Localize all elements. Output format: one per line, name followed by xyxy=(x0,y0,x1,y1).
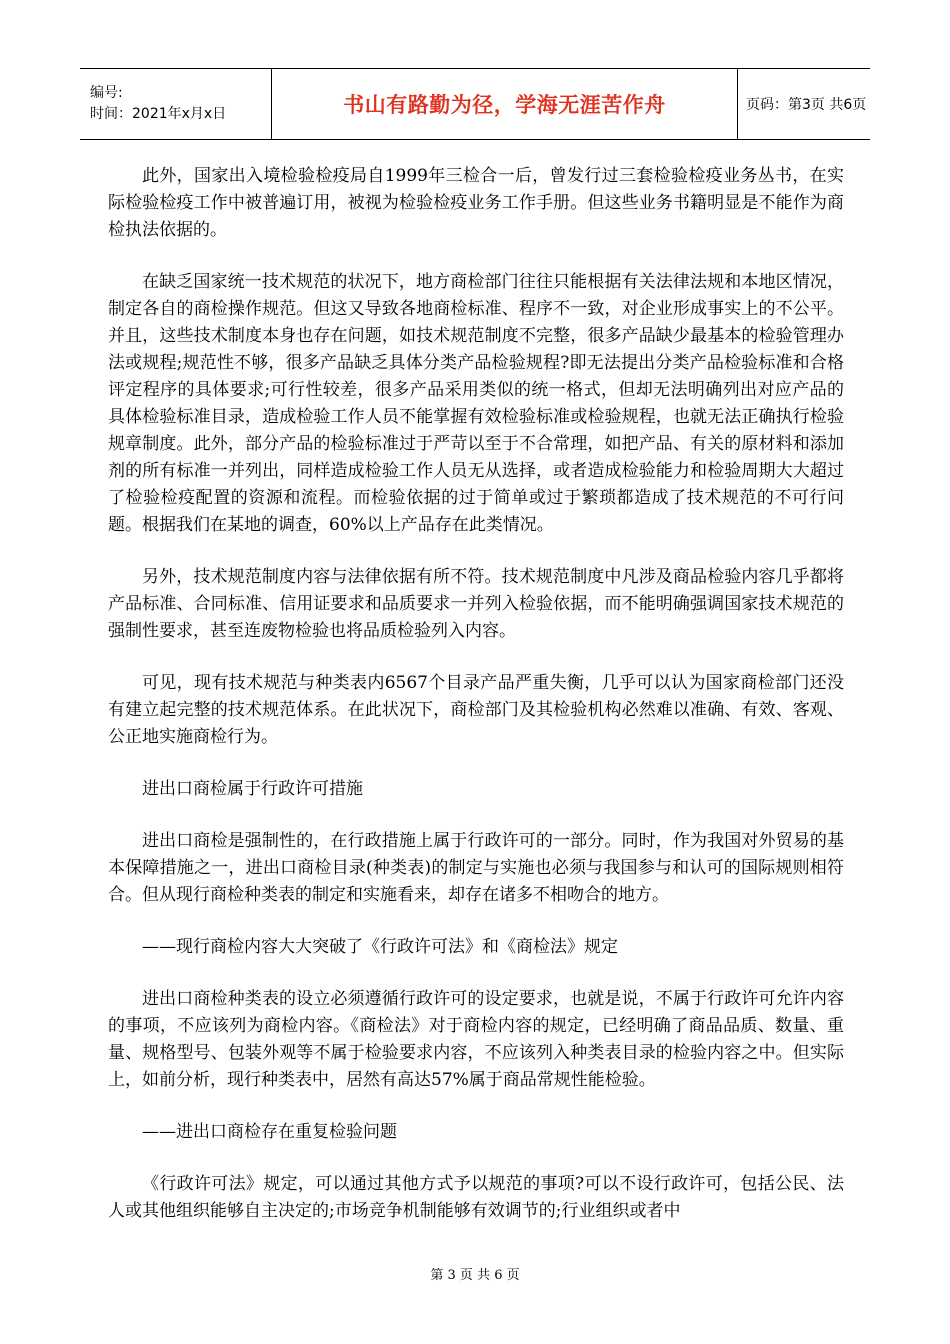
paragraph: 可见，现有技术规范与种类表内6567个目录产品严重失衡，几乎可以认为国家商检部门还没有建立起完整的技术规范体系。在此状况下，商检部门及其检验机构必然难以准确、有效、客观、公正地实施商检行为。 xyxy=(108,673,844,747)
section-heading: ——现行商检内容大大突破了《行政许可法》和《商检法》规定 xyxy=(142,937,618,957)
page-footer: 第 3 页 共 6 页 xyxy=(430,1268,520,1283)
paragraph: 进出口商检种类表的设立必须遵循行政许可的设定要求，也就是说，不属于行政许可允许内容的事项，不应该列为商检内容。《商检法》对于商检内容的规定，已经明确了商品品质、数量、重量、规格型号、包装外观等不属于检验要求内容，不应该列入种类表目录的检验内容之中。但实际上，如前分析，现行种类表中，居然有高达57%属于商品常规性能检验。 xyxy=(108,989,844,1090)
paragraph: 在缺乏国家统一技术规范的状况下，地方商检部门往往只能根据有关法律法规和本地区情况，制定各自的商检操作规范。但这又导致各地商检标准、程序不一致，对企业形成事实上的不公平。并且，这些技术制度本身也存在问题，如技术规范制度不完整，很多产品缺少最基本的检验管理办法或规程;规范性不够，很多产品缺乏具体分类产品检验规程?即无法提出分类产品检验标准和合格评定程序的具体要求;可行性较差，很多产品采用类似的统一格式，但却无法明确列出对应产品的具体检验标准目录，造成检验工作人员不能掌握有效检验标准或检验规程，也就无法正确执行检验规章制度。此外，部分产品的检验标准过于严苛以至于不合常理，如把产品、有关的原材料和添加剂的所有标准一并列出，同样造成检验工作人员无从选择，或者造成检验能力和检验周期大大超过了检验检疫配置的资源和流程。而检验依据的过于简单或过于繁琐都造成了技术规范的不可行问题。根据我们在某地的调查，60%以上产品存在此类情况。 xyxy=(108,272,844,535)
header-meta xyxy=(80,69,272,139)
section-heading: ——进出口商检存在重复检验问题 xyxy=(142,1122,397,1142)
document-number-label: 编号: xyxy=(90,85,123,101)
document-body xyxy=(108,163,844,1225)
header-page-number: 页码：第3页 共6页 xyxy=(746,97,867,113)
header-page-cell xyxy=(738,69,870,139)
section-heading: 进出口商检属于行政许可措施 xyxy=(142,779,363,799)
paragraph: 此外，国家出入境检验检疫局自1999年三检合一后，曾发行过三套检验检疫业务丛书，在实际检验检疫工作中被普遍订用，被视为检验检疫业务工作手册。但这些业务书籍明显是不能作为商检执法依据的。 xyxy=(108,166,844,240)
header-motto-cell xyxy=(272,69,738,139)
paragraph: 进出口商检是强制性的，在行政措施上属于行政许可的一部分。同时，作为我国对外贸易的基本保障措施之一，进出口商检目录(种类表)的制定与实施也必须与我国参与和认可的国际规则相符合。但从现行商检种类表的制定和实施看来，却存在诸多不相吻合的地方。 xyxy=(108,831,844,905)
header-motto: 书山有路勤为径，学海无涯苦作舟 xyxy=(343,93,666,117)
paragraph: 《行政许可法》规定，可以通过其他方式予以规范的事项?可以不设行政许可，包括公民、法人或其他组织能够自主决定的;市场竞争机制能够有效调节的;行业组织或者中 xyxy=(108,1174,844,1221)
paragraph: 另外，技术规范制度内容与法律依据有所不符。技术规范制度中凡涉及商品检验内容几乎都将产品标准、合同标准、信用证要求和品质要求一并列入检验依据，而不能明确强调国家技术规范的强制性要求，甚至连废物检验也将品质检验列入内容。 xyxy=(108,567,844,641)
document-date-label: 时间：2021年x月x日 xyxy=(90,106,227,122)
page-header xyxy=(80,68,870,140)
